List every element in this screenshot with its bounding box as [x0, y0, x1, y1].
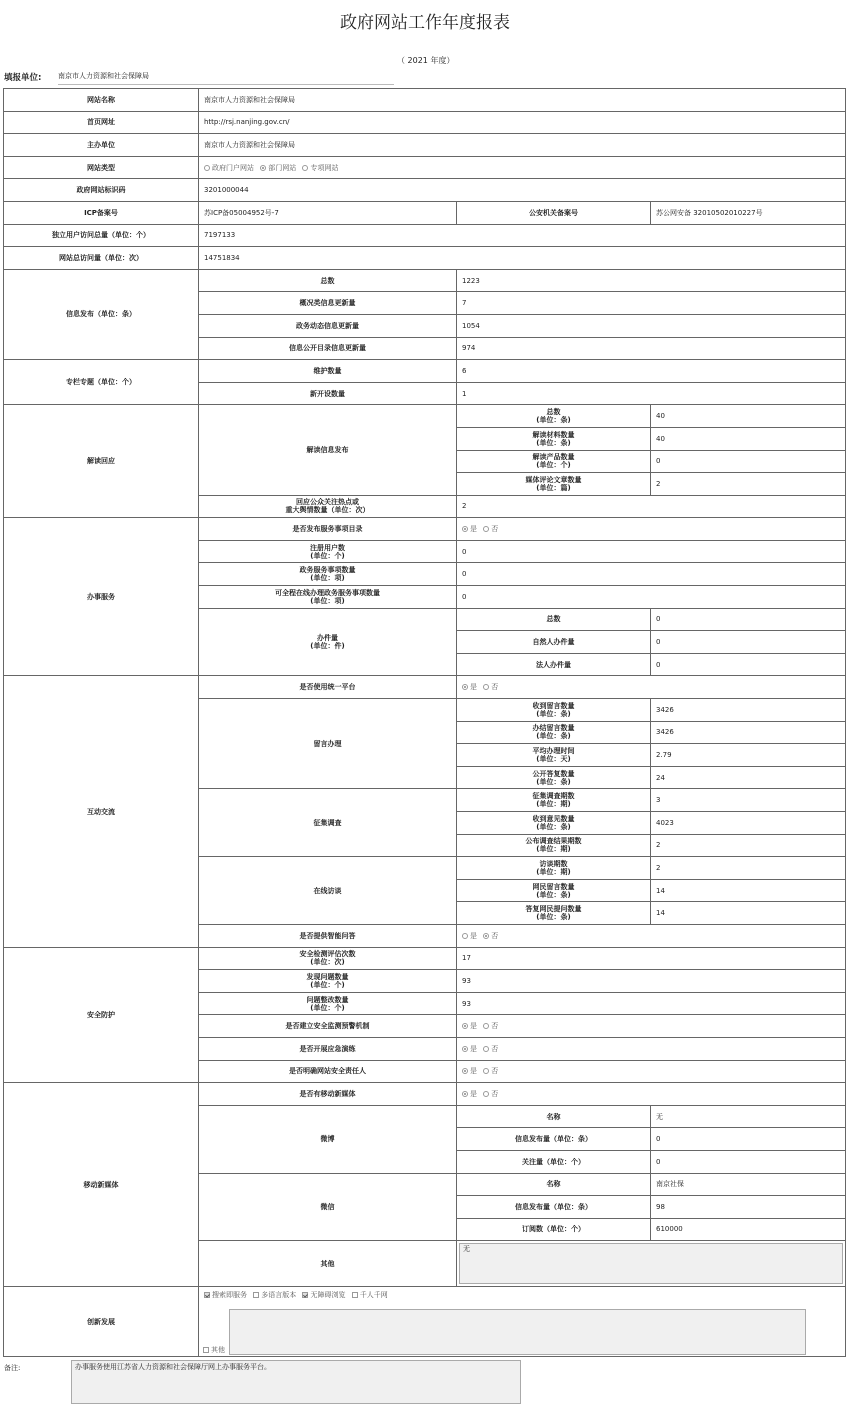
interact-label: 互动交流: [4, 676, 199, 947]
mobile-has-label: 是否有移动新媒体: [199, 1083, 457, 1106]
security-owner-options: [457, 1060, 846, 1083]
mobile-label: 移动新媒体: [4, 1083, 199, 1287]
page-title: 政府网站工作年度报表: [340, 13, 510, 33]
info-pub-label: 信息发布（单位：条）: [4, 269, 199, 359]
survey-opinions-label: 收到意见数量 (单位：条): [457, 812, 651, 835]
smart-qa-options: [457, 924, 846, 947]
interp-materials-value: 40: [651, 427, 846, 450]
weibo-posts-value: 0: [651, 1128, 846, 1151]
columns-maintain-value: 6: [457, 360, 846, 383]
weibo-follow-label: 关注量（单位：个）: [457, 1150, 651, 1173]
interview-count-value: 2: [651, 857, 846, 880]
site-type-options: [199, 156, 846, 179]
row-uv: [4, 224, 846, 247]
innovation-other-textarea[interactable]: [229, 1309, 806, 1355]
note-label: 备注:: [4, 1364, 21, 1372]
wechat-posts-value: 98: [651, 1196, 846, 1219]
security-found-label: 发现问题数量 (单位：个): [199, 970, 457, 993]
info-news-label: 政务动态信息更新量: [199, 314, 457, 337]
reporting-unit-value: 南京市人力资源和社会保障局: [58, 71, 394, 85]
row-site-name: [4, 89, 846, 112]
innovation-label: 创新发展: [4, 1287, 199, 1357]
service-users-label: 注册用户数 (单位：个): [199, 540, 457, 563]
mobile-other-label: 其他: [199, 1241, 457, 1287]
mobile-has-yes-radio[interactable]: [462, 1091, 468, 1097]
innovation-option-other: 其他: [211, 1346, 225, 1355]
interp-media-label: 媒体评论文章数量 (单位：篇): [457, 473, 651, 496]
uv-label: 独立用户访问总量（单位：个）: [4, 224, 199, 247]
site-id-label: 政府网站标识码: [4, 179, 199, 202]
mobile-other-cell: [457, 1241, 846, 1287]
security-monitor-yes-radio[interactable]: [462, 1023, 468, 1029]
service-users-value: 0: [457, 540, 846, 563]
weibo-posts-label: 信息发布量（单位：条）: [457, 1128, 651, 1151]
no-label: 否: [491, 1067, 499, 1076]
interview-answers-value: 14: [651, 902, 846, 925]
msg-label: 留言办理: [199, 699, 457, 789]
security-owner-yes-radio[interactable]: [462, 1068, 468, 1074]
innovation-option-accessible: 无障碍浏览: [310, 1291, 346, 1300]
yes-label: 是: [470, 1067, 477, 1076]
interp-total-value: 40: [651, 405, 846, 428]
police-label: 公安机关备案号: [457, 201, 651, 224]
security-drill-options: [457, 1037, 846, 1060]
security-drill-no-radio[interactable]: [483, 1046, 489, 1052]
site-type-radio-portal[interactable]: [204, 165, 210, 171]
innovation-check-search[interactable]: [204, 1292, 210, 1298]
service-volume-legal-label: 法人办件量: [457, 653, 651, 676]
no-label: 否: [491, 1044, 499, 1053]
interact-platform-yes-radio[interactable]: [462, 684, 468, 690]
survey-label: 征集调查: [199, 789, 457, 857]
msg-done-value: 3426: [651, 721, 846, 744]
no-label: 否: [491, 1089, 499, 1098]
reporting-unit-label: 填报单位:: [4, 73, 42, 83]
innovation-check-accessible[interactable]: [302, 1292, 308, 1298]
yes-label: 是: [470, 1022, 477, 1031]
interact-platform-options: [457, 676, 846, 699]
no-label: 否: [491, 525, 499, 534]
innovation-option-search: 搜索即服务: [212, 1291, 247, 1300]
interp-label: 解读回应: [4, 405, 199, 518]
yes-label: 是: [470, 1089, 477, 1098]
interact-platform-no-radio[interactable]: [483, 684, 489, 690]
row-site-id: [4, 179, 846, 202]
weibo-follow-value: 0: [651, 1150, 846, 1173]
service-items-value: 0: [457, 563, 846, 586]
mobile-has-no-radio[interactable]: [483, 1091, 489, 1097]
interview-msgs-label: 网民留言数量 (单位：条): [457, 879, 651, 902]
wechat-subs-label: 订阅数（单位：个）: [457, 1218, 651, 1241]
service-items-label: 政务服务事项数量 (单位：项): [199, 563, 457, 586]
home-url-label: 首页网址: [4, 111, 199, 134]
security-monitor-options: [457, 1015, 846, 1038]
host-unit-label: 主办单位: [4, 134, 199, 157]
info-open-value: 974: [457, 337, 846, 360]
report-year: （ 2021 年度）: [397, 56, 455, 65]
icp-value: 苏ICP备05004952号-7: [199, 201, 457, 224]
home-url-value: http://rsj.nanjing.gov.cn/: [199, 111, 846, 134]
icp-label: ICP备案号: [4, 201, 199, 224]
survey-count-value: 3: [651, 789, 846, 812]
service-volume-total-label: 总数: [457, 608, 651, 631]
columns-new-label: 新开设数量: [199, 382, 457, 405]
site-name-value: 南京市人力资源和社会保障局: [199, 89, 846, 112]
interview-answers-label: 答复网民提问数量 (单位：条): [457, 902, 651, 925]
site-type-option-special: 专项网站: [310, 163, 339, 172]
wechat-subs-value: 610000: [651, 1218, 846, 1241]
pv-value: 14751834: [199, 247, 846, 270]
security-monitor-no-radio[interactable]: [483, 1023, 489, 1029]
security-checks-label: 安全检测评估次数 (单位：次): [199, 947, 457, 970]
innovation-check-multilang[interactable]: [253, 1292, 259, 1298]
smart-qa-yes-radio[interactable]: [462, 933, 468, 939]
weibo-name-label: 名称: [457, 1105, 651, 1128]
info-total-label: 总数: [199, 269, 457, 292]
smart-qa-label: 是否提供智能问答: [199, 924, 457, 947]
security-label: 安全防护: [4, 947, 199, 1083]
service-online-value: 0: [457, 586, 846, 609]
wechat-posts-label: 信息发布量（单位：条）: [457, 1196, 651, 1219]
security-owner-label: 是否明确网站安全责任人: [199, 1060, 457, 1083]
mobile-has-options: [457, 1083, 846, 1106]
columns-maintain-label: 维护数量: [199, 360, 457, 383]
host-unit-value: 南京市人力资源和社会保障局: [199, 134, 846, 157]
interp-materials-label: 解读材料数量 (单位：条): [457, 427, 651, 450]
row-icp: [4, 201, 846, 224]
yes-label: 是: [470, 525, 477, 534]
innovation-option-personalized: 千人千网: [359, 1291, 388, 1300]
pv-label: 网站总访问量（单位：次）: [4, 247, 199, 270]
msg-public-value: 24: [651, 766, 846, 789]
no-label: 否: [491, 683, 499, 692]
no-label: 否: [491, 1022, 499, 1031]
info-overview-label: 概况类信息更新量: [199, 292, 457, 315]
info-overview-value: 7: [457, 292, 846, 315]
msg-received-label: 收到留言数量 (单位：条): [457, 699, 651, 722]
smart-qa-no-radio[interactable]: [483, 933, 489, 939]
interact-platform-label: 是否使用统一平台: [199, 676, 457, 699]
service-volume-total-value: 0: [651, 608, 846, 631]
innovation-option-multilang: 多语言版本: [261, 1291, 297, 1300]
security-checks-value: 17: [457, 947, 846, 970]
site-type-option-portal: 政府门户网站: [212, 163, 254, 172]
survey-results-value: 2: [651, 834, 846, 857]
interp-media-value: 2: [651, 473, 846, 496]
interp-total-label: 总数 (单位：条): [457, 405, 651, 428]
interp-respond-label: 回应公众关注热点或 重大舆情数量（单位：次）: [199, 495, 457, 518]
site-type-option-department: 部门网站: [268, 163, 297, 172]
yes-label: 是: [470, 931, 477, 940]
service-catalog-options: [457, 518, 846, 541]
site-type-radio-special[interactable]: [302, 165, 308, 171]
security-fixed-label: 问题整改数量 (单位：个): [199, 992, 457, 1015]
survey-opinions-value: 4023: [651, 812, 846, 835]
interp-sub-label: 解读信息发布: [199, 405, 457, 495]
service-online-label: 可全程在线办理政务服务事项数量 (单位：项): [199, 586, 457, 609]
service-volume-person-label: 自然人办件量: [457, 631, 651, 654]
msg-time-value: 2.79: [651, 744, 846, 767]
security-owner-no-radio[interactable]: [483, 1068, 489, 1074]
weibo-name-value: 无: [651, 1105, 846, 1128]
innovation-check-other[interactable]: [203, 1347, 209, 1353]
security-drill-label: 是否开展应急演练: [199, 1037, 457, 1060]
uv-value: 7197133: [199, 224, 846, 247]
service-volume-person-value: 0: [651, 631, 846, 654]
wechat-label: 微信: [199, 1173, 457, 1241]
interp-products-label: 解读产品数量 (单位：个): [457, 450, 651, 473]
msg-public-label: 公开答复数量 (单位：条): [457, 766, 651, 789]
msg-time-label: 平均办理时间 (单位：天): [457, 744, 651, 767]
site-name-label: 网站名称: [4, 89, 199, 112]
security-monitor-label: 是否建立安全监测预警机制: [199, 1015, 457, 1038]
innovation-check-personalized[interactable]: [352, 1292, 358, 1298]
innovation-cell: [199, 1287, 846, 1357]
info-open-label: 信息公开目录信息更新量: [199, 337, 457, 360]
row-pv: [4, 247, 846, 270]
innovation-options: [204, 1291, 840, 1299]
site-type-label: 网站类型: [4, 156, 199, 179]
site-id-value: 3201000044: [199, 179, 846, 202]
interp-products-value: 0: [651, 450, 846, 473]
msg-done-label: 办结留言数量 (单位：条): [457, 721, 651, 744]
security-drill-yes-radio[interactable]: [462, 1046, 468, 1052]
interp-respond-value: 2: [457, 495, 846, 518]
security-found-value: 93: [457, 970, 846, 993]
yes-label: 是: [470, 1044, 477, 1053]
service-volume-label: 办件量 (单位：件): [199, 608, 457, 676]
interview-count-label: 访谈期数 (单位：期): [457, 857, 651, 880]
police-value: 苏公网安备 32010502010227号: [651, 201, 846, 224]
wechat-name-label: 名称: [457, 1173, 651, 1196]
note-textarea[interactable]: 办事服务使用江苏省人力资源和社会保障厅网上办事服务平台。: [71, 1360, 521, 1404]
row-home-url: [4, 111, 846, 134]
no-label: 否: [491, 931, 499, 940]
columns-label: 专栏专题（单位：个）: [4, 360, 199, 405]
info-news-value: 1054: [457, 314, 846, 337]
weibo-label: 微博: [199, 1105, 457, 1173]
site-type-radio-department[interactable]: [260, 165, 266, 171]
report-table: [3, 88, 846, 1357]
row-site-type: [4, 156, 846, 179]
wechat-name-value: 南京社保: [651, 1173, 846, 1196]
yes-label: 是: [470, 683, 477, 692]
service-label: 办事服务: [4, 518, 199, 676]
mobile-other-textarea[interactable]: 无: [459, 1243, 843, 1284]
innovation-other: [203, 1346, 229, 1354]
security-fixed-value: 93: [457, 992, 846, 1015]
survey-results-label: 公布调查结果期数 (单位：期): [457, 834, 651, 857]
interview-label: 在线访谈: [199, 857, 457, 925]
info-total-value: 1223: [457, 269, 846, 292]
survey-count-label: 征集调查期数 (单位：期): [457, 789, 651, 812]
interview-msgs-value: 14: [651, 879, 846, 902]
msg-received-value: 3426: [651, 699, 846, 722]
service-catalog-label: 是否发布服务事项目录: [199, 518, 457, 541]
row-host-unit: [4, 134, 846, 157]
service-catalog-no-radio[interactable]: [483, 526, 489, 532]
columns-new-value: 1: [457, 382, 846, 405]
service-volume-legal-value: 0: [651, 653, 846, 676]
service-catalog-yes-radio[interactable]: [462, 526, 468, 532]
